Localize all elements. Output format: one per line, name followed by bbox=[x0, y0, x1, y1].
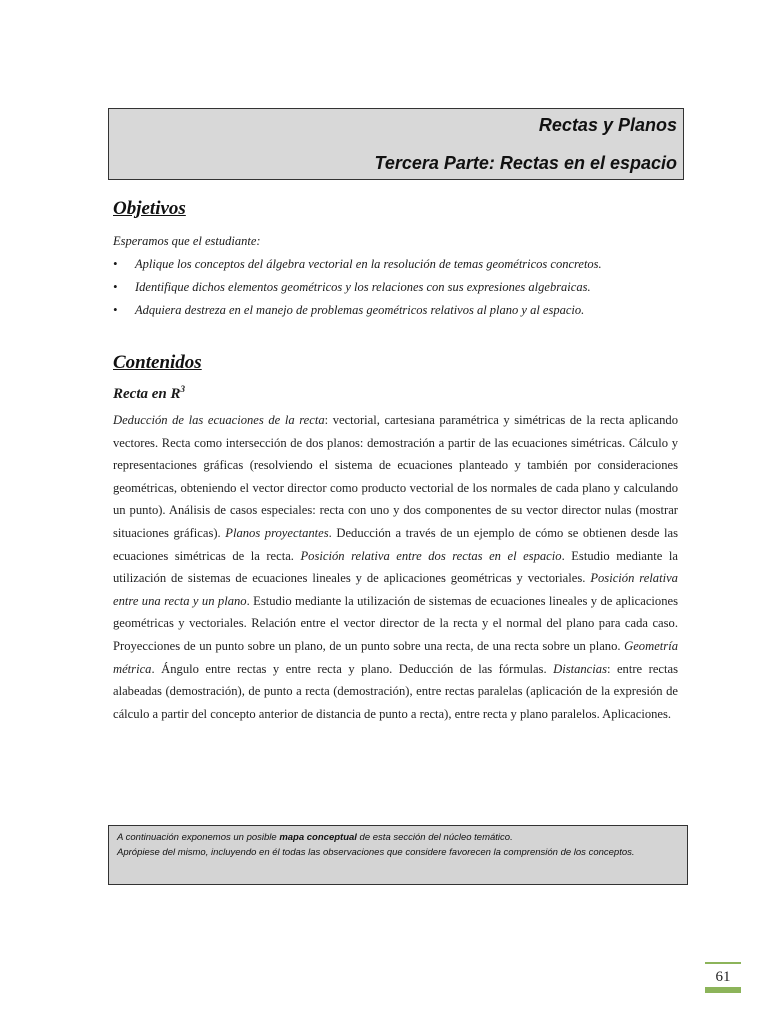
chapter-subtitle: Tercera Parte: Rectas en el espacio bbox=[374, 153, 677, 173]
paragraph-italic-run: Distancias bbox=[553, 661, 607, 676]
paragraph-italic-run: Planos proyectantes bbox=[225, 525, 329, 540]
paragraph-text-run: . Deducción a través de un ejemplo de cómo se obtienen desde las ecuaciones simétricas de la recta. bbox=[113, 525, 679, 563]
list-item: • Aplique los conceptos del álgebra vectorial en la resolución de temas geométricos concretos. bbox=[113, 257, 602, 271]
chapter-header-box bbox=[108, 108, 684, 180]
paragraph-italic-run: Posición relativa entre una recta y un plano bbox=[113, 571, 678, 608]
page-number: 61 bbox=[705, 962, 741, 988]
objetivos-list bbox=[113, 257, 602, 326]
paragraph-italic-run: Geometría métrica bbox=[113, 638, 678, 676]
paragraph-text-run: . Ángulo entre rectas y entre recta y plano. Deducción de las fórmulas. bbox=[151, 661, 554, 676]
chapter-title: Rectas y Planos bbox=[538, 115, 677, 135]
list-item: • Adquiera destreza en el manejo de problemas geométricos relativos al plano y al espacio. bbox=[113, 303, 585, 317]
note-line-2: Aprópiese del mismo, incluyendo en él todas las observaciones que considere favorecen la comprensión de los conceptos. bbox=[117, 847, 635, 858]
paragraph-text-run: . Estudio mediante la utilización de sistemas de ecuaciones lineales y de aplicaciones geométricas y vectoriales. bbox=[113, 548, 678, 586]
bullet-icon: • bbox=[113, 280, 118, 294]
objetivos-intro: Esperamos que el estudiante: bbox=[113, 234, 261, 248]
page-number-bar bbox=[705, 987, 741, 993]
contenidos-heading: Contenidos bbox=[113, 352, 202, 373]
contenidos-subheading: Recta en $R^3$ bbox=[113, 384, 185, 402]
paragraph-text-run: . Estudio mediante la utilización de sistemas de ecuaciones lineales y de aplicaciones geométricas y vectoriales. Relación entre el vector director de la recta y el normal del plano para cada caso. Proyecciones de un punto sobre un plano, de un punto sobre una recta, de una recta sobre un plano. bbox=[113, 593, 679, 653]
note-box bbox=[108, 825, 688, 885]
objetivos-heading: Objetivos bbox=[113, 198, 186, 219]
note-line-1: A continuación exponemos un posible mapa conceptual de esta sección del núcleo temático. bbox=[117, 832, 513, 843]
bullet-icon: • bbox=[113, 257, 118, 271]
paragraph-text-run: : entre rectas alabeadas (demostración), de punto a recta (demostración), entre rectas paralelas (aplicación de la expresión de cálculo a partir del concepto anterior de distancia de punto a recta), entre recta y plano paralelos. Aplicaciones. bbox=[113, 661, 678, 721]
paragraph-italic-run: Deducción de las ecuaciones de la recta bbox=[113, 413, 325, 427]
list-item: • Identifique dichos elementos geométricos y los relaciones con sus expresiones algebraicas. bbox=[113, 280, 591, 294]
paragraph-italic-run: Posición relativa entre dos rectas en el espacio bbox=[300, 548, 562, 563]
contenidos-paragraph bbox=[113, 409, 678, 725]
bullet-icon: • bbox=[113, 303, 118, 317]
paragraph-text-run: : vectorial, cartesiana paramétrica y simétricas de la recta aplicando vectores. Recta como intersección de dos planos: demostración a partir de las ecuaciones simétricas. Cálculo y representaciones gráficas (resolviendo el sistema de ecuaciones planteado y también por consideraciones geométricas, obteniendo el vector director como producto vectorial de los normales de cada plano y calculando un punto). Análisis de casos especiales: recta con uno y dos componentes de su vector director nulas (mostrar situaciones gráficas). bbox=[113, 413, 678, 540]
